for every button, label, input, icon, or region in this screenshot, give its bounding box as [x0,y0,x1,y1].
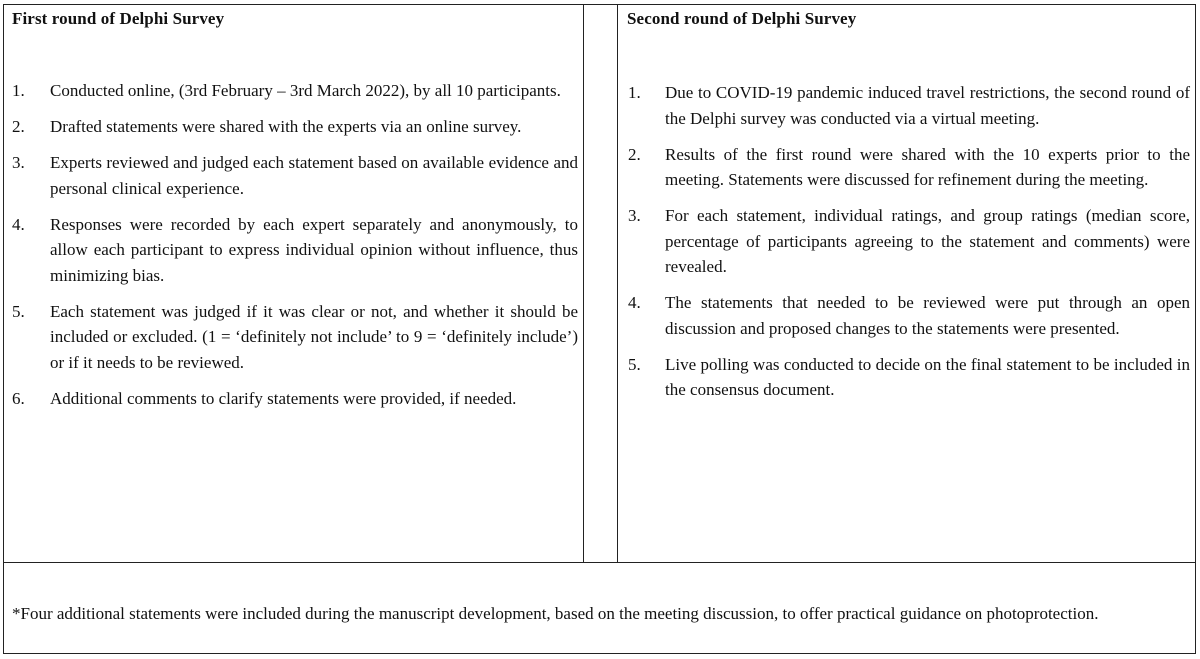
item-text: Conducted online, (3rd February – 3rd March 2022), by all 10 participants. [50,81,561,100]
list-item [12,78,578,104]
second-round-list [628,80,1190,413]
list-item [12,150,578,201]
item-number: 4. [628,293,641,312]
item-text: Due to COVID-19 pandemic induced travel restrictions, the second round of the Delphi survey was conducted via a virtual meeting. [665,83,1190,128]
footnote-row [4,562,1195,655]
item-text: Drafted statements were shared with the experts via an online survey. [50,117,522,136]
item-text: The statements that needed to be reviewed were put through an open discussion and proposed changes to the statements were presented. [665,293,1190,338]
item-number: 6. [12,388,25,408]
list-item [628,80,1190,131]
item-text: Each statement was judged if it was clear or not, and whether it should be included or excluded. (1 = ‘definitely not include’ to 9 = ‘definitely include’) or if it needs to be reviewed. [50,301,578,372]
first-round-column [4,5,584,562]
item-number: 1. [12,81,25,100]
item-text: Experts reviewed and judged each statement based on available evidence and personal clinical experience. [50,153,578,198]
list-item [12,386,578,412]
item-number: 2. [12,117,25,136]
item-text: For each statement, individual ratings, and group ratings (median score, percentage of participants agreeing to the statement and comments) were revealed. [665,206,1190,276]
item-number: 1. [628,83,641,102]
list-item [12,299,578,376]
second-round-column [617,5,1194,562]
list-item [628,290,1190,341]
item-text: Responses were recorded by each expert separately and anonymously, to allow each participant to express individual opinion without influence, thus minimizing bias. [50,214,578,285]
delphi-table [3,4,1196,654]
list-item [628,142,1190,193]
second-round-heading: Second round of Delphi Survey [627,9,857,28]
item-number: 5. [628,354,641,374]
column-spacer [584,5,617,562]
item-number: 5. [12,301,25,321]
item-text: Results of the first round were shared with the 10 experts prior to the meeting. Statements were discussed for refinement during the meeting. [665,144,1190,189]
first-round-list [12,78,578,422]
item-text: Additional comments to clarify statements were provided, if needed. [50,388,517,408]
item-number: 2. [628,144,641,164]
item-text: Live polling was conducted to decide on the final statement to be included in the consensus document. [665,354,1190,399]
list-item [628,352,1190,403]
item-number: 3. [12,153,25,172]
first-round-heading: First round of Delphi Survey [12,9,225,28]
list-item [628,203,1190,280]
list-item [12,212,578,289]
list-item [12,114,578,140]
item-number: 4. [12,214,25,234]
footnote-text: *Four additional statements were included during the manuscript development, based on the meeting discussion, to offer practical guidance on photoprotection. [12,604,1099,623]
item-number: 3. [628,206,641,225]
